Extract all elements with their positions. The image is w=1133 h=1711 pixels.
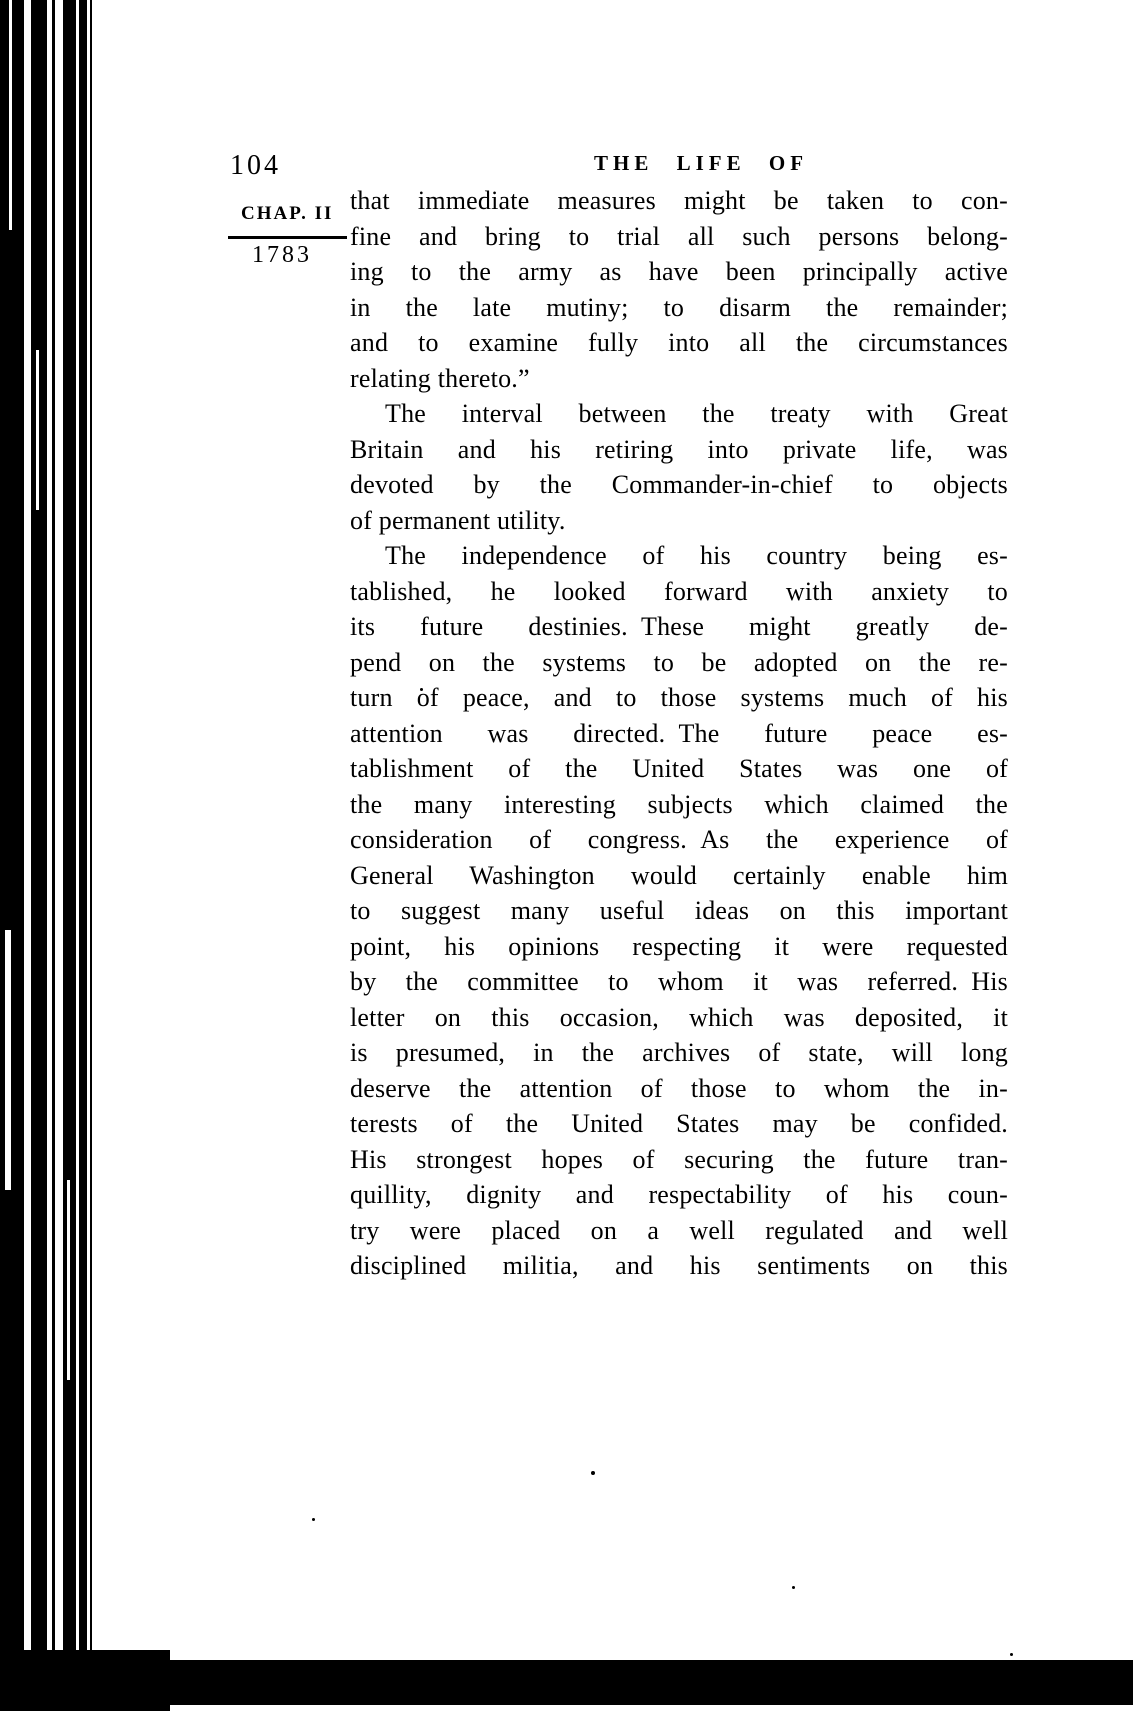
running-header: THE LIFE OF xyxy=(594,151,809,175)
year-margin-note: 1783 xyxy=(252,242,312,268)
text-line: try were placed on a well regulated and well xyxy=(350,1215,1008,1245)
text-line: The interval between the treaty with Great xyxy=(385,399,1008,428)
text-line: pend on the systems to be adopted on the re- xyxy=(350,647,1008,677)
margin-note-rule xyxy=(228,236,347,239)
text-line: is presumed, in the archives of state, will long xyxy=(350,1038,1008,1067)
gutter-stripe xyxy=(90,0,92,1711)
scan-speck xyxy=(1010,1653,1013,1656)
text-line: General Washington would certainly enable him xyxy=(350,860,1008,890)
text-line: tablishment of the United States was one of xyxy=(350,754,1008,783)
text-line: The independence of his country being es- xyxy=(385,541,1008,570)
gutter-stripe xyxy=(31,0,47,1711)
text-line: of permanent utility. xyxy=(350,505,566,535)
text-line: relating thereto.” xyxy=(350,363,530,393)
text-line: devoted by the Commander-in-chief to objects xyxy=(350,470,1008,499)
gutter-white-gap xyxy=(5,930,11,1190)
text-line: deserve the attention of those to whom the in- xyxy=(350,1073,1008,1103)
scan-speck xyxy=(591,1471,595,1475)
text-line: disciplined militia, and his sentiments on this xyxy=(350,1251,1008,1280)
body-text xyxy=(350,183,1008,1284)
scan-speck xyxy=(792,1586,795,1589)
text-line: fine and bring to trial all such persons belong- xyxy=(350,221,1008,251)
text-line: and to examine fully into all the circumstances xyxy=(350,328,1008,357)
text-line: that immediate measures might be taken to con- xyxy=(350,186,1008,215)
gutter-white-gap xyxy=(9,0,12,230)
text-line: Britain and his retiring into private life, was xyxy=(350,434,1008,464)
scan-bottom-bar-left xyxy=(0,1650,170,1711)
text-line: in the late mutiny; to disarm the remainder; xyxy=(350,292,1008,322)
gutter-white-gap xyxy=(36,350,39,510)
page-number: 104 xyxy=(230,150,281,181)
gutter-stripe xyxy=(63,0,76,1711)
text-line: terests of the United States may be confided. xyxy=(350,1109,1008,1138)
text-line: His strongest hopes of securing the future tran- xyxy=(350,1144,1008,1174)
text-line: consideration of congress. As the experience of xyxy=(350,825,1008,854)
gutter-stripe xyxy=(79,0,87,1711)
gutter-white-gap xyxy=(67,1180,70,1380)
gutter-stripe xyxy=(52,0,55,1711)
gutter-stripe xyxy=(0,0,24,1711)
text-line: to suggest many useful ideas on this important xyxy=(350,896,1008,925)
scan-speck xyxy=(312,1518,315,1521)
text-line: its future destinies. These might greatly de- xyxy=(350,612,1008,641)
text-line: tablished, he looked forward with anxiety to xyxy=(350,576,1008,606)
text-line: by the committee to whom it was referred. His xyxy=(350,967,1008,996)
text-line: ing to the army as have been principally active xyxy=(350,257,1008,286)
text-line: the many interesting subjects which claimed the xyxy=(350,789,1008,819)
text-line: point, his opinions respecting it were requested xyxy=(350,931,1008,961)
text-line: quillity, dignity and respectability of his coun- xyxy=(350,1180,1008,1209)
text-line: turn of peace, and to those systems much of his xyxy=(350,683,1008,712)
text-line: attention was directed. The future peace es- xyxy=(350,718,1008,748)
chapter-margin-note: CHAP. II xyxy=(241,203,334,224)
text-line: letter on this occasion, which was deposited, it xyxy=(350,1002,1008,1032)
